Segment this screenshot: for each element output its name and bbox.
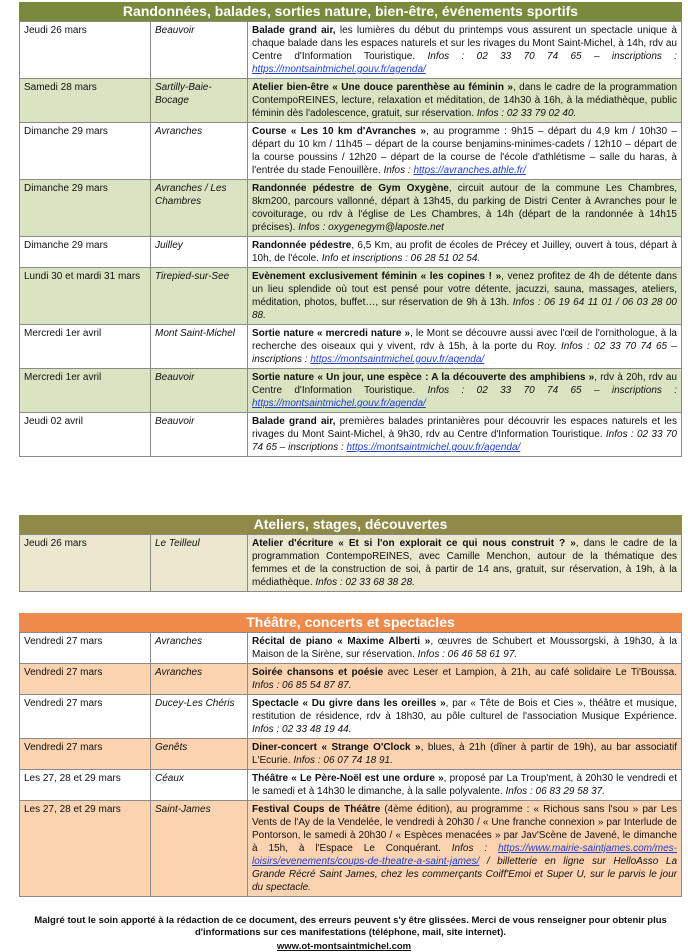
event-date: Vendredi 27 mars [20, 695, 151, 739]
event-place: Tirepied-sur-See [151, 268, 248, 325]
events-table [19, 21, 682, 457]
event-infos: Infos : oxygenegym@laposte.net [298, 222, 444, 233]
event-description [248, 22, 682, 79]
event-link[interactable]: https://montsaintmichel.gouv.fr/agenda/ [346, 442, 521, 453]
event-text: , le Mont se découvre aussi avec l'œil de l'ornithologue, à la recherche des oiseaux qui y vivent, rdv à 15h, à la porte du Roy. [252, 328, 677, 352]
event-infos: Infos : [451, 843, 499, 854]
event-title: Balade grand air, [252, 25, 336, 36]
event-place: Mont Saint-Michel [151, 325, 248, 369]
section-title: Randonnées, balades, sorties nature, bien-être, événements sportifs [19, 2, 682, 21]
event-date: Les 27, 28 et 29 mars [20, 801, 151, 897]
event-text: les lumières du début du printemps vous assurent un spectacle unique à chaque balade dans les espaces naturels et sur les rivages du Mont Saint-Michel, à 14h, rdv au Centre d'Information Touristique. [252, 25, 677, 62]
event-text: , circuit autour de la commune Les Chambres, 8km200, parcours vallonné, départ à 13h45, du parking de Distri Center à Avranches pour le covoiturage, ou rdv à l'église de Les Chambres, à 14h (départ de la randonnée à 14h15 précises). [252, 183, 677, 233]
event-title: Balade grand air, [252, 416, 336, 427]
event-text: , venez profitez de 4h de détente dans un lieu splendide où tout est pensé pour votre détente, jacuzzi, sauna, massages, ateliers, méditation, photos, buffet…, sur réservation de 9h à 13h. [252, 271, 677, 308]
event-infos: Infos : 02 33 70 74 65 – inscriptions : [252, 429, 677, 453]
event-place: Avranches [151, 633, 248, 664]
event-date: Vendredi 27 mars [20, 739, 151, 770]
event-text: , dans le cadre de la programmation ContempoREINES, lecture, relaxation et méditation, de 14h30 à 16h, à la médiathèque, public féminin dès l'adolescence, gratuit, sur réservation. [252, 82, 678, 119]
event-place: Le Teilleul [151, 535, 248, 592]
event-place: Beauvoir [151, 369, 248, 413]
event-date: Jeudi 02 avril [20, 413, 151, 457]
event-description [248, 180, 682, 237]
event-infos: Infos : 02 33 70 74 65 – inscriptions : [427, 51, 677, 62]
event-place: Avranches / Les Chambres [151, 180, 248, 237]
event-title: Festival Coups de Théâtre [252, 804, 381, 815]
events-table [19, 632, 682, 897]
event-title: Sortie nature « Un jour, une espèce : A la découverte des amphibiens » [252, 372, 595, 383]
event-title: Diner-concert « Strange O'Clock » [252, 742, 421, 753]
event-description [248, 268, 682, 325]
event-title: Randonnée pédestre de Gym Oxygène [252, 183, 449, 194]
event-title: Théâtre « Le Père-Noël est une ordure » [252, 773, 444, 784]
table-row [20, 325, 682, 369]
table-row [20, 664, 682, 695]
event-text: , au programme : 9h15 – départ du 4,9 km / 10h30 – départ du 10 km / 11h45 – départ de la course benjamins-minimes-cadets / 12h10 – départ de la course poussins / 12h20 – départ de la course de l'école d'athlétisme – salle du haras, à l'entrée du stade Fenouillère. [252, 126, 677, 176]
event-date: Vendredi 27 mars [20, 664, 151, 695]
table-row [20, 535, 682, 592]
event-date: Les 27, 28 et 29 mars [20, 770, 151, 801]
event-place: Juilley [151, 237, 248, 268]
table-row [20, 369, 682, 413]
section-title: Théâtre, concerts et spectacles [19, 613, 682, 632]
table-row [20, 801, 682, 897]
table-row [20, 123, 682, 180]
event-link[interactable]: https://www.mairie-saintjames.com/mes-loisirs/evenements/coups-de-theatre-a-saint-james/ [252, 843, 678, 867]
event-infos: Infos : 02 33 79 02 40. [476, 108, 577, 119]
event-title: Sortie nature « mercredi nature » [252, 328, 411, 339]
table-row [20, 237, 682, 268]
event-description [248, 739, 682, 770]
event-text: , par « Tête de Bois et Cies », théâtre et musique, restitution de résidence, rdv à 18h30, au pôle culturel de l'association Musique Expérience. [252, 698, 677, 722]
event-place: Ducey-Les Chéris [151, 695, 248, 739]
event-text: (4ème édition), au programme : « Richous sans l'sou » par Les Vents de l'Ay de la Vendelée, le vendredi à 20h30 / « Une franche connexion » par Interlude de Pontorson, le samedi à 20h30 / « Espèces menacées » par Jav'Scène de Javené, le dimanche à 15h, à l'Espace Le Conquérant. [252, 804, 677, 854]
event-title: Soirée chansons et poésie [252, 667, 384, 678]
website-link[interactable]: www.ot-montsaintmichel.com [276, 941, 412, 952]
section-theatre [19, 613, 682, 897]
event-link[interactable]: https://montsaintmichel.gouv.fr/agenda/ [252, 64, 426, 75]
event-date: Dimanche 29 mars [20, 180, 151, 237]
table-row [20, 180, 682, 237]
event-link[interactable]: https://avranches.athle.fr/ [413, 165, 526, 176]
table-row [20, 633, 682, 664]
event-description [248, 369, 682, 413]
event-infos: Info et inscriptions : 06 28 51 02 54. [321, 253, 481, 264]
event-date: Samedi 28 mars [20, 79, 151, 123]
table-row [20, 739, 682, 770]
event-description [248, 770, 682, 801]
table-row [20, 413, 682, 457]
event-description [248, 535, 682, 592]
event-description [248, 801, 682, 897]
event-description [248, 237, 682, 268]
event-infos: Infos : 02 33 70 74 65 – inscriptions : [427, 385, 677, 396]
event-title: Randonnée pédestre [252, 240, 352, 251]
event-date: Jeudi 26 mars [20, 535, 151, 592]
event-date: Vendredi 27 mars [20, 633, 151, 664]
event-title: Récital de piano « Maxime Alberti » [252, 636, 431, 647]
event-description [248, 79, 682, 123]
event-description [248, 695, 682, 739]
event-place: Genêts [151, 739, 248, 770]
events-table [19, 534, 682, 592]
event-place: Sartilly-Baie-Bocage [151, 79, 248, 123]
section-title: Ateliers, stages, découvertes [19, 515, 682, 534]
event-text: , rdv à 20h, rdv au Centre d'Information Touristique. [252, 372, 677, 396]
event-date: Jeudi 26 mars [20, 22, 151, 79]
event-link[interactable]: https://montsaintmichel.gouv.fr/agenda/ [252, 398, 426, 409]
event-date: Dimanche 29 mars [20, 237, 151, 268]
event-infos: Infos : 02 33 68 38 28. [315, 577, 415, 588]
event-text: avec Leser et Lampion, à 21h, au café solidaire Le Ti'Boussa. [383, 667, 677, 678]
event-place: Beauvoir [151, 22, 248, 79]
event-infos: Infos : 06 07 74 18 91. [293, 755, 393, 766]
event-title: Evènement exclusivement féminin « les copines ! » [252, 271, 502, 282]
event-title: Atelier d'écriture « Et si l'on explorait ce qui nous construit ? » [252, 538, 576, 549]
event-place: Beauvoir [151, 413, 248, 457]
event-infos: Infos : 02 33 48 19 44. [252, 724, 352, 735]
event-description [248, 413, 682, 457]
table-row [20, 695, 682, 739]
event-infos: Infos : 02 33 70 74 65 – inscriptions : [252, 341, 677, 365]
event-title: Course « Les 10 km d'Avranches » [252, 126, 426, 137]
event-text: , œuvres de Schubert et Moussorgski, à 19h30, à la Maison de la Sirène, sur réservation. [252, 636, 678, 660]
event-infos: Infos : 06 46 58 61 97. [417, 649, 518, 660]
event-place: Saint-James [151, 801, 248, 897]
event-infos: Infos : 06 83 29 58 37. [505, 786, 606, 797]
event-date: Mercredi 1er avril [20, 325, 151, 369]
event-infos: Infos : [383, 165, 414, 176]
event-date: Lundi 30 et mardi 31 mars [20, 268, 151, 325]
event-infos: Infos : 06 85 54 87 87. [252, 680, 352, 691]
table-row [20, 79, 682, 123]
event-text: , proposé par La Troup'ment, à 20h30 le vendredi et le samedi et à 14h30 le dimanche, à la salle polyvalente. [252, 773, 677, 797]
event-place: Avranches [151, 123, 248, 180]
disclaimer: Malgré tout le soin apporté à la rédaction de ce document, des erreurs peuvent s'y être glissées. Merci de vous renseigner pour obtenir plus d'informations sur ces manifestations (téléphone, mail, site internet). [34, 915, 667, 938]
table-row [20, 22, 682, 79]
event-text: , 6,5 Km, au profit de écoles de Précey et Juilley, ouvert à tous, départ à 10h, de l'école. [252, 240, 677, 264]
event-place: Céaux [151, 770, 248, 801]
event-place: Avranches [151, 664, 248, 695]
event-description [248, 633, 682, 664]
event-text: , dans le cadre de la programmation ContempoREINES, avec Camille Menchon, autour de la thématique des femmes et de la construction de soi, à partir de 14 ans, gratuit, sur réservation, à 19h, à la médiathèque. [252, 538, 677, 588]
event-extra: / billetterie en ligne sur HelloAsso La Grande Récré Saint James, chez les commerçants Coiff'Emoi et Super U, sur le parvis le jour du spectacle. [252, 856, 677, 893]
event-link[interactable]: https://montsaintmichel.gouv.fr/agenda/ [310, 354, 485, 365]
event-text: , blues, à 21h (dîner à partir de 19h), au bar associatif L'Ecurie. [252, 742, 677, 766]
event-infos: Infos : 06 19 64 11 01 / 06 03 28 00 88. [252, 297, 677, 321]
event-description [248, 664, 682, 695]
table-row [20, 268, 682, 325]
event-title: Atelier bien-être « Une douce parenthèse au féminin » [252, 82, 513, 93]
table-row [20, 770, 682, 801]
event-description [248, 325, 682, 369]
event-date: Mercredi 1er avril [20, 369, 151, 413]
event-description [248, 123, 682, 180]
event-date: Dimanche 29 mars [20, 123, 151, 180]
section-randonnees [19, 2, 682, 457]
event-text: premières balades printanières pour découvrir les espaces naturels et les rivages du Mont Saint-Michel, à 9h30, rdv au Centre d'Information Touristique. [252, 416, 677, 440]
section-ateliers [19, 515, 682, 592]
event-title: Spectacle « Du givre dans les oreilles » [252, 698, 446, 709]
